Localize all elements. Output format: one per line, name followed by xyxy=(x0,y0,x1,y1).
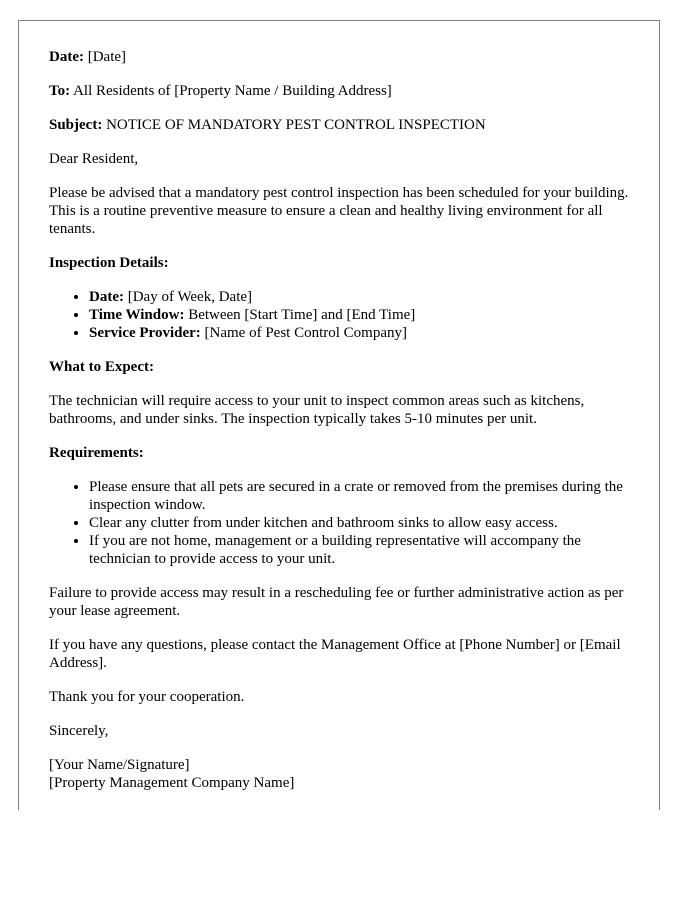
thanks-line: Thank you for your cooperation. xyxy=(49,689,245,705)
list-item xyxy=(89,288,629,306)
list-item: • Please ensure that all pets are secured in a crate or removed from the premises during the inspection window. xyxy=(89,478,629,514)
list-item xyxy=(89,306,629,324)
date-line xyxy=(49,48,629,66)
to-line xyxy=(49,82,629,100)
requirements-list xyxy=(49,478,629,568)
inspection-details-list xyxy=(49,288,629,342)
list-item xyxy=(89,324,629,342)
to-value: All Residents of [Property Name / Building Address] xyxy=(73,83,392,99)
to-label: To: xyxy=(49,83,71,99)
detail-value: Between [Start Time] and [End Time] xyxy=(188,307,416,323)
what-to-expect-paragraph: The technician will require access to your unit to inspect common areas such as kitchens, bathrooms, and under sinks. The inspection typically takes 5-10 minutes per unit. xyxy=(49,393,585,427)
intro-paragraph: Please be advised that a mandatory pest control inspection has been scheduled for your building. This is a routine preventive measure to ensure a clean and healthy living environment for all tenants. xyxy=(49,185,629,237)
detail-value: [Name of Pest Control Company] xyxy=(204,325,407,341)
requirements-heading: Requirements: xyxy=(49,445,144,461)
what-to-expect-heading: What to Expect: xyxy=(49,359,154,375)
salutation: Dear Resident, xyxy=(49,151,139,167)
detail-label: Service Provider: xyxy=(89,325,201,341)
signature-company: [Property Management Company Name] xyxy=(49,775,295,791)
detail-value: [Day of Week, Date] xyxy=(127,289,253,305)
subject-label: Subject: xyxy=(49,117,103,133)
closing-line: Sincerely, xyxy=(49,723,109,739)
signature-name: [Your Name/Signature] xyxy=(49,757,190,773)
subject-value: NOTICE OF MANDATORY PEST CONTROL INSPECTION xyxy=(106,117,486,133)
detail-label: Time Window: xyxy=(89,307,185,323)
inspection-details-heading: Inspection Details: xyxy=(49,255,169,271)
subject-line xyxy=(49,116,629,134)
date-value: [Date] xyxy=(87,49,127,65)
contact-paragraph: If you have any questions, please contact the Management Office at [Phone Number] or [Email Address]. xyxy=(49,637,621,671)
letter-body xyxy=(49,48,629,792)
list-item: • Clear any clutter from under kitchen and bathroom sinks to allow easy access. xyxy=(89,514,629,532)
detail-label: Date: xyxy=(89,289,124,305)
failure-notice-paragraph: Failure to provide access may result in a rescheduling fee or further administrative action as per your lease agreement. xyxy=(49,585,624,619)
date-label: Date: xyxy=(49,49,84,65)
list-item: • If you are not home, management or a building representative will accompany the technician to provide access to your unit. xyxy=(89,532,629,568)
signature-block xyxy=(49,756,629,792)
